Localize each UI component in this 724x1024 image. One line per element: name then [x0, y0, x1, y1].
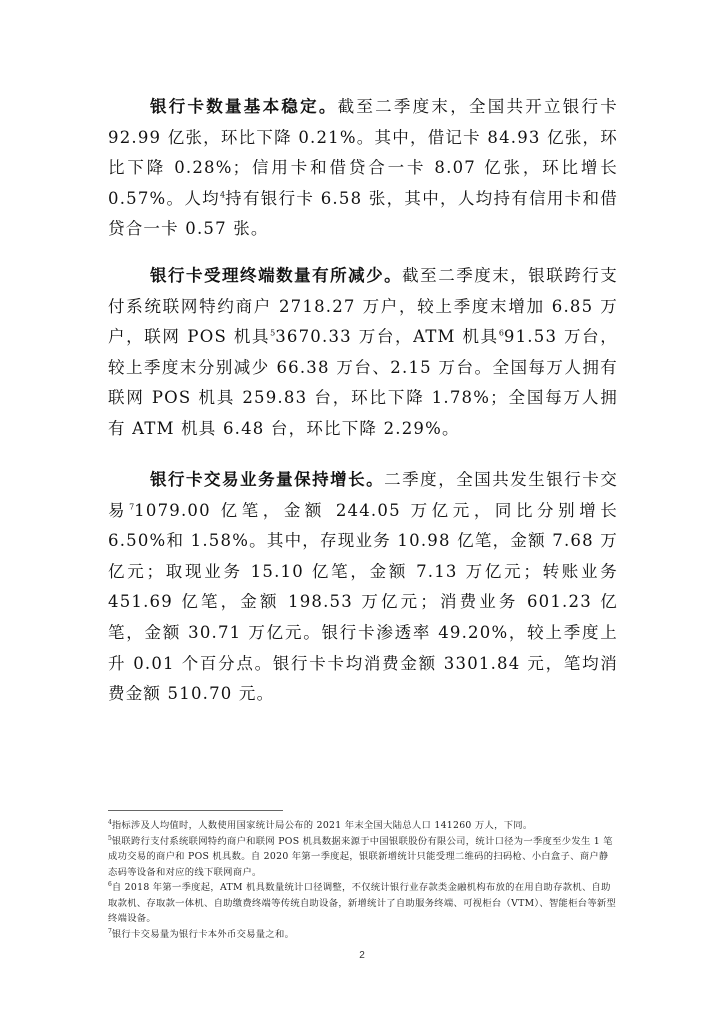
- footnote-ref[interactable]: 5: [270, 328, 276, 338]
- footnote-number: 5: [108, 834, 112, 842]
- footnote-ref[interactable]: 7: [129, 502, 135, 512]
- paragraph-lead: 银行卡受理终端数量有所减少。: [150, 266, 403, 285]
- footnotes: [108, 818, 618, 942]
- paragraph-text: 截至二季度末，银联跨行支付系统联网特约商户 2718.27 万户，较上季度末增加 6.85 万户，联网 POS 机具: [108, 266, 618, 347]
- footnote-number: 4: [108, 818, 112, 826]
- footnote: [108, 880, 618, 927]
- footnote-divider: [108, 810, 283, 811]
- footnote-text: 银行卡交易量为银行卡本外币交易量之和。: [111, 928, 295, 940]
- paragraph-text: 91.53 万台，较上季度末分别减少 66.38 万台、2.15 万台。全国每万人拥有联网 POS 机具 259.83 台，环比下降 1.78%；全国每万人拥有 ATM 机具 6.48 台，环比下降 2.29%。: [108, 327, 618, 438]
- footnote-ref[interactable]: 6: [498, 328, 504, 338]
- paragraph-lead: 银行卡数量基本稳定。: [150, 97, 338, 116]
- paragraph-text: 3670.33 万台，ATM 机具: [275, 327, 499, 347]
- footnote-text: 指标涉及人均值时，人数使用国家统计局公布的 2021 年末全国大陆总人口 141260 万人，下同。: [111, 820, 533, 831]
- paragraph-lead: 银行卡交易业务量保持增长。: [150, 470, 385, 489]
- paragraph-terminals: [108, 261, 618, 445]
- footnote: [108, 834, 618, 881]
- paragraph-transactions: [108, 465, 618, 710]
- footnote-text: 自 2018 年第一季度起，ATM 机具数量统计口径调整，不仅统计银行业存款类金融机构布放的在用自助存款机、自助取款机、存取款一体机、自助缴费终端等传统自助设备，新增统计了自助服务终端、可视柜台（VTM）、智能柜台等新型终端设备。: [108, 882, 617, 924]
- footnote-number: 7: [108, 927, 112, 935]
- footnote: [108, 927, 618, 943]
- paragraph-card-quantity: [108, 92, 618, 245]
- page-number: 2: [359, 950, 365, 961]
- paragraph-text: 截至二季度末，全国共开立银行卡 92.99 亿张，环比下降 0.21%。其中，借记卡 84.93 亿张，环比下降 0.28%；信用卡和借贷合一卡 8.07 亿张，环比增长 0.57%。人均: [108, 97, 618, 208]
- footnote: [108, 818, 618, 834]
- footnote-ref[interactable]: 4: [219, 190, 226, 200]
- paragraph-text: 1079.00 亿笔，金额 244.05 万亿元，同比分别增长 6.50%和 1.58%。其中，存现业务 10.98 亿笔，金额 7.68 万亿元；取现业务 15.10 亿笔，金额 7.13 万亿元；转账业务 451.69 亿笔，金额 198.53 万亿元；消费业务 601.23 亿笔，金额 30.71 万亿元。银行卡渗透率 49.20%，较上季度上升 0.01 个百分点。银行卡卡均消费金额 3301.84 元，笔均消费金额 510.70 元。: [108, 500, 618, 704]
- paragraph-text: 二季度，全国共发生银行卡交易: [108, 470, 618, 520]
- paragraph-text: 持有银行卡 6.58 张，其中，人均持有信用卡和借贷合一卡 0.57 张。: [108, 188, 618, 239]
- footnote-number: 6: [108, 880, 112, 888]
- footnote-text: 银联跨行支付系统联网特约商户和联网 POS 机具数据来源于中国银联股份有限公司，统计口径为一季度至少发生 1 笔成功交易的商户和 POS 机具数。自 2020 年第一季度起，银联新增统计只能受理二维码的扫码枪、小白盒子、商户静态码等设备和对应的线下联网商户。: [108, 835, 613, 878]
